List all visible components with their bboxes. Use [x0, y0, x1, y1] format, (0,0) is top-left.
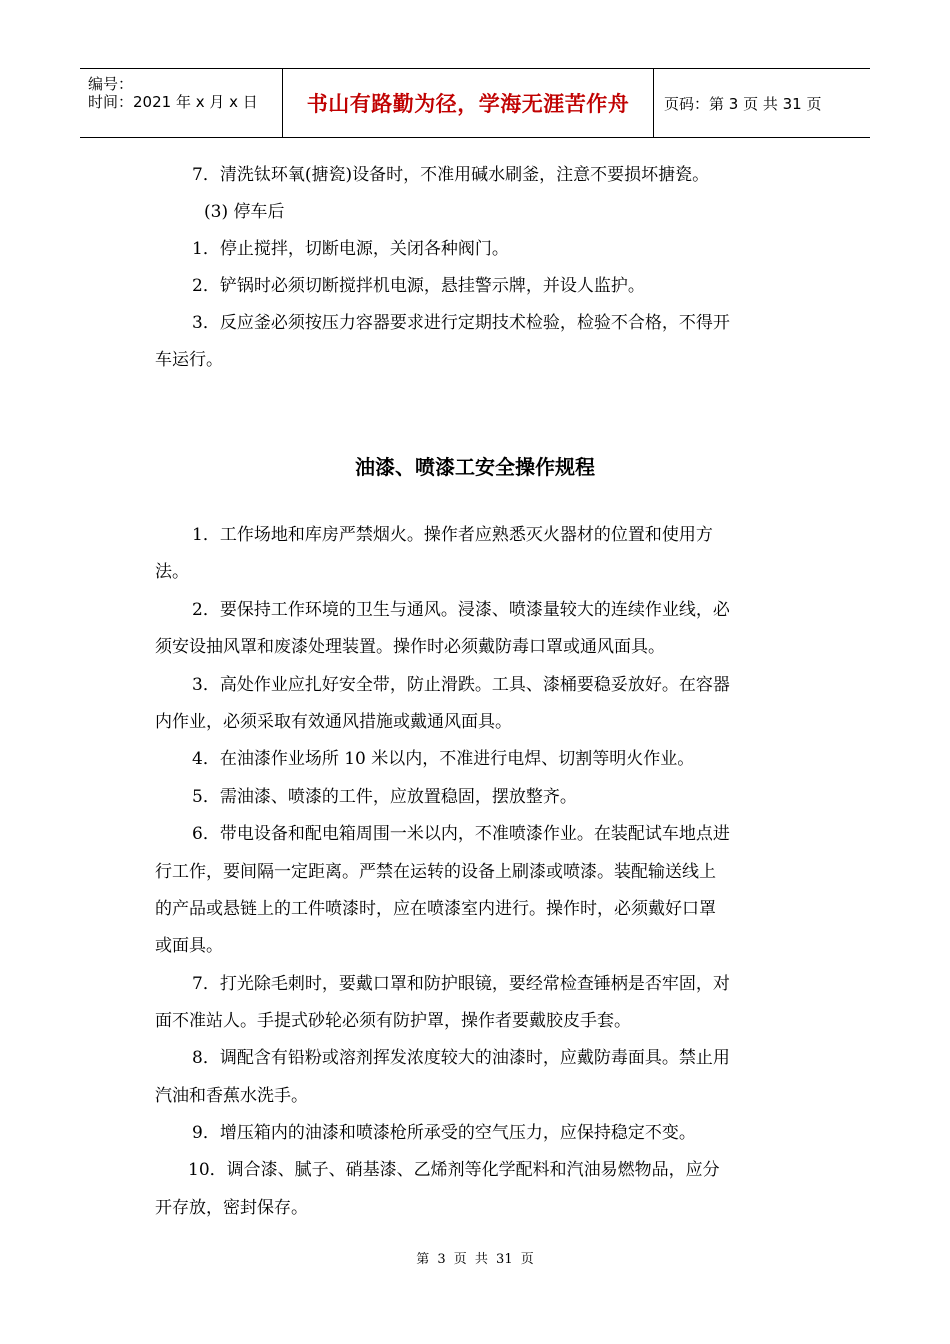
rule-line: 8．调配含有铅粉或溶剂挥发浓度较大的油漆时，应戴防毒面具。禁止用 — [192, 1048, 730, 1068]
rule-line: 2．要保持工作环境的卫生与通风。浸漆、喷漆量较大的连续作业线，必 — [192, 600, 730, 620]
rule-line: 面不准站人。手提式砂轮必须有防护罩，操作者要戴胶皮手套。 — [155, 1011, 631, 1031]
text-line: 3．反应釜必须按压力容器要求进行定期技术检验，检验不合格，不得开 — [192, 313, 730, 333]
number-label: 编号： — [88, 75, 134, 93]
rule-line: 9．增压箱内的油漆和喷漆枪所承受的空气压力，应保持稳定不变。 — [192, 1123, 696, 1143]
rule-line: 7．打光除毛刺时，要戴口罩和防护眼镜，要经常检查锤柄是否牢固，对 — [192, 974, 730, 994]
rule-line: 10．调合漆、腻子、硝基漆、乙烯剂等化学配料和汽油易燃物品，应分 — [188, 1160, 720, 1180]
rule-line: 5．需油漆、喷漆的工件，应放置稳固，摆放整齐。 — [192, 787, 577, 807]
time-label: 时间：2021 年 x 月 x 日 — [88, 93, 258, 111]
rule-line: 开存放，密封保存。 — [155, 1198, 308, 1218]
rule-line: 或面具。 — [155, 936, 223, 956]
header-table — [80, 68, 870, 138]
text-line: 7．清洗钛环氧(搪瓷)设备时，不准用碱水刷釜，注意不要损坏搪瓷。 — [192, 165, 710, 185]
rule-line: 的产品或悬链上的工件喷漆时，应在喷漆室内进行。操作时，必须戴好口罩 — [155, 899, 716, 919]
text-line: (3) 停车后 — [204, 202, 285, 222]
rule-line: 内作业，必须采取有效通风措施或戴通风面具。 — [155, 712, 512, 732]
rule-line: 须安设抽风罩和废漆处理装置。操作时必须戴防毒口罩或通风面具。 — [155, 637, 665, 657]
text-line: 车运行。 — [155, 350, 223, 370]
rule-line: 4．在油漆作业场所 10 米以内，不准进行电焊、切割等明火作业。 — [192, 749, 695, 769]
header-meta-cell — [80, 69, 283, 137]
section-title: 油漆、喷漆工安全操作规程 — [355, 455, 595, 479]
rule-line: 1．工作场地和库房严禁烟火。操作者应熟悉灭火器材的位置和使用方 — [192, 525, 713, 545]
rule-line: 6．带电设备和配电箱周围一米以内，不准喷漆作业。在装配试车地点进 — [192, 824, 730, 844]
text-line: 1．停止搅拌，切断电源，关闭各种阀门。 — [192, 239, 509, 259]
rule-line: 3．高处作业应扎好安全带，防止滑跌。工具、漆桶要稳妥放好。在容器 — [192, 675, 730, 695]
page-footer: 第 3 页 共 31 页 — [416, 1252, 534, 1267]
page-info: 页码：第 3 页 共 31 页 — [664, 94, 822, 113]
rule-line: 汽油和香蕉水洗手。 — [155, 1086, 308, 1106]
rule-line: 法。 — [155, 562, 189, 582]
motto: 书山有路勤为径，学海无涯苦作舟 — [283, 69, 654, 137]
rule-line: 行工作，要间隔一定距离。严禁在运转的设备上刷漆或喷漆。装配输送线上 — [155, 862, 716, 882]
text-line: 2．铲锅时必须切断搅拌机电源，悬挂警示牌，并设人监护。 — [192, 276, 645, 296]
